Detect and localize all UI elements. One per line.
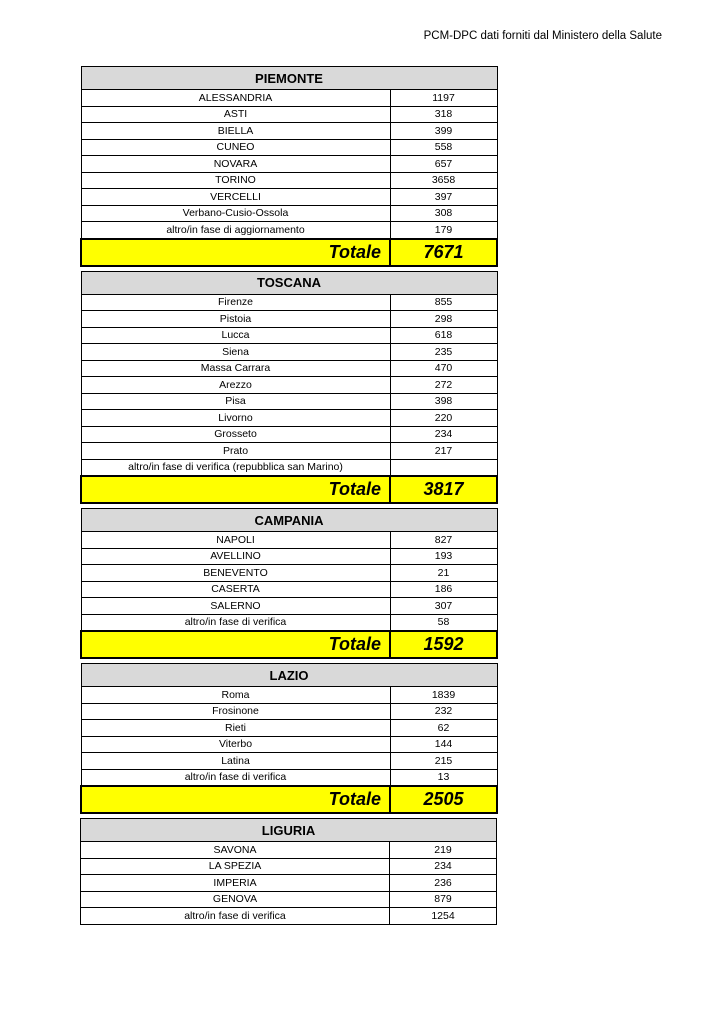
total-row <box>81 239 497 266</box>
province-value: 186 <box>390 581 497 598</box>
table-row <box>81 106 497 123</box>
total-row <box>81 786 497 813</box>
province-name: Firenze <box>81 294 390 311</box>
table-row <box>81 222 497 239</box>
table-row <box>81 858 497 875</box>
table-row <box>81 294 497 311</box>
table-row <box>81 443 497 460</box>
province-name: NAPOLI <box>81 532 390 549</box>
province-name: altro/in fase di aggiornamento <box>81 222 390 239</box>
province-value: 879 <box>390 891 497 908</box>
province-value: 21 <box>390 565 497 582</box>
total-value: 2505 <box>390 786 497 813</box>
province-value: 1197 <box>390 90 497 107</box>
province-name: CASERTA <box>81 581 390 598</box>
province-name: Livorno <box>81 410 390 427</box>
province-name: Pistoia <box>81 311 390 328</box>
province-name: TORINO <box>81 172 390 189</box>
province-name: Lucca <box>81 327 390 344</box>
province-value: 657 <box>390 156 497 173</box>
total-label: Totale <box>81 476 390 503</box>
province-name: altro/in fase di verifica (repubblica san Marino) <box>81 459 390 476</box>
table-row <box>81 459 497 476</box>
province-value: 220 <box>390 410 497 427</box>
table-row <box>81 842 497 859</box>
total-row <box>81 631 497 658</box>
province-value: 855 <box>390 294 497 311</box>
table-row <box>81 205 497 222</box>
table-row <box>81 598 497 615</box>
province-name: BIELLA <box>81 123 390 140</box>
table-row <box>81 327 497 344</box>
province-name: ASTI <box>81 106 390 123</box>
province-name: altro/in fase di verifica <box>81 769 390 786</box>
province-value: 308 <box>390 205 497 222</box>
province-name: Grosseto <box>81 426 390 443</box>
table-row <box>81 172 497 189</box>
province-value: 179 <box>390 222 497 239</box>
total-value: 3817 <box>390 476 497 503</box>
table-row <box>81 410 497 427</box>
province-value: 236 <box>390 875 497 892</box>
province-value: 399 <box>390 123 497 140</box>
province-name: LA SPEZIA <box>81 858 390 875</box>
province-value: 193 <box>390 548 497 565</box>
province-name: Rieti <box>81 720 390 737</box>
region-title: PIEMONTE <box>81 67 497 90</box>
province-value: 62 <box>390 720 497 737</box>
province-name: Pisa <box>81 393 390 410</box>
province-value: 234 <box>390 426 497 443</box>
table-row <box>81 189 497 206</box>
table-row <box>81 703 497 720</box>
regions-container <box>80 66 496 925</box>
total-value: 7671 <box>390 239 497 266</box>
province-value: 307 <box>390 598 497 615</box>
table-row <box>81 156 497 173</box>
province-value: 470 <box>390 360 497 377</box>
table-row <box>81 565 497 582</box>
region-table-liguria <box>80 818 497 925</box>
table-row <box>81 875 497 892</box>
table-row <box>81 753 497 770</box>
province-name: altro/in fase di verifica <box>81 908 390 925</box>
table-row <box>81 769 497 786</box>
total-value: 1592 <box>390 631 497 658</box>
source-header: PCM-DPC dati forniti dal Ministero della Salute <box>423 30 662 42</box>
province-value: 217 <box>390 443 497 460</box>
province-value: 144 <box>390 736 497 753</box>
province-name: VERCELLI <box>81 189 390 206</box>
province-name: IMPERIA <box>81 875 390 892</box>
province-value: 398 <box>390 393 497 410</box>
region-table-lazio <box>80 663 498 814</box>
total-label: Totale <box>81 239 390 266</box>
province-name: BENEVENTO <box>81 565 390 582</box>
table-row <box>81 736 497 753</box>
table-row <box>81 311 497 328</box>
table-row <box>81 90 497 107</box>
total-row <box>81 476 497 503</box>
region-table-toscana <box>80 271 498 505</box>
province-name: altro/in fase di verifica <box>81 614 390 631</box>
region-table-piemonte <box>80 66 498 267</box>
province-value: 558 <box>390 139 497 156</box>
region-title: TOSCANA <box>81 271 497 294</box>
province-value: 827 <box>390 532 497 549</box>
province-value: 1254 <box>390 908 497 925</box>
province-name: Roma <box>81 687 390 704</box>
province-value: 219 <box>390 842 497 859</box>
table-row <box>81 377 497 394</box>
table-row <box>81 908 497 925</box>
region-title: LAZIO <box>81 664 497 687</box>
total-label: Totale <box>81 786 390 813</box>
province-name: SALERNO <box>81 598 390 615</box>
province-name: Prato <box>81 443 390 460</box>
province-name: Viterbo <box>81 736 390 753</box>
total-label: Totale <box>81 631 390 658</box>
table-row <box>81 532 497 549</box>
table-row <box>81 360 497 377</box>
province-value: 618 <box>390 327 497 344</box>
table-row <box>81 581 497 598</box>
province-value: 318 <box>390 106 497 123</box>
province-value <box>390 459 497 476</box>
region-title: CAMPANIA <box>81 509 497 532</box>
table-row <box>81 393 497 410</box>
province-name: SAVONA <box>81 842 390 859</box>
province-value: 272 <box>390 377 497 394</box>
region-title: LIGURIA <box>81 819 497 842</box>
province-value: 234 <box>390 858 497 875</box>
province-name: Verbano-Cusio-Ossola <box>81 205 390 222</box>
table-row <box>81 344 497 361</box>
table-row <box>81 426 497 443</box>
table-row <box>81 720 497 737</box>
province-value: 1839 <box>390 687 497 704</box>
table-row <box>81 139 497 156</box>
province-name: ALESSANDRIA <box>81 90 390 107</box>
province-value: 215 <box>390 753 497 770</box>
province-name: CUNEO <box>81 139 390 156</box>
province-name: AVELLINO <box>81 548 390 565</box>
province-name: NOVARA <box>81 156 390 173</box>
province-name: Arezzo <box>81 377 390 394</box>
province-name: Siena <box>81 344 390 361</box>
province-name: Frosinone <box>81 703 390 720</box>
province-value: 397 <box>390 189 497 206</box>
province-name: Latina <box>81 753 390 770</box>
table-row <box>81 891 497 908</box>
region-table-campania <box>80 508 498 659</box>
table-row <box>81 548 497 565</box>
province-value: 235 <box>390 344 497 361</box>
province-value: 58 <box>390 614 497 631</box>
province-value: 13 <box>390 769 497 786</box>
province-name: GENOVA <box>81 891 390 908</box>
table-row <box>81 123 497 140</box>
province-value: 298 <box>390 311 497 328</box>
table-row <box>81 614 497 631</box>
province-value: 3658 <box>390 172 497 189</box>
province-name: Massa Carrara <box>81 360 390 377</box>
province-value: 232 <box>390 703 497 720</box>
table-row <box>81 687 497 704</box>
